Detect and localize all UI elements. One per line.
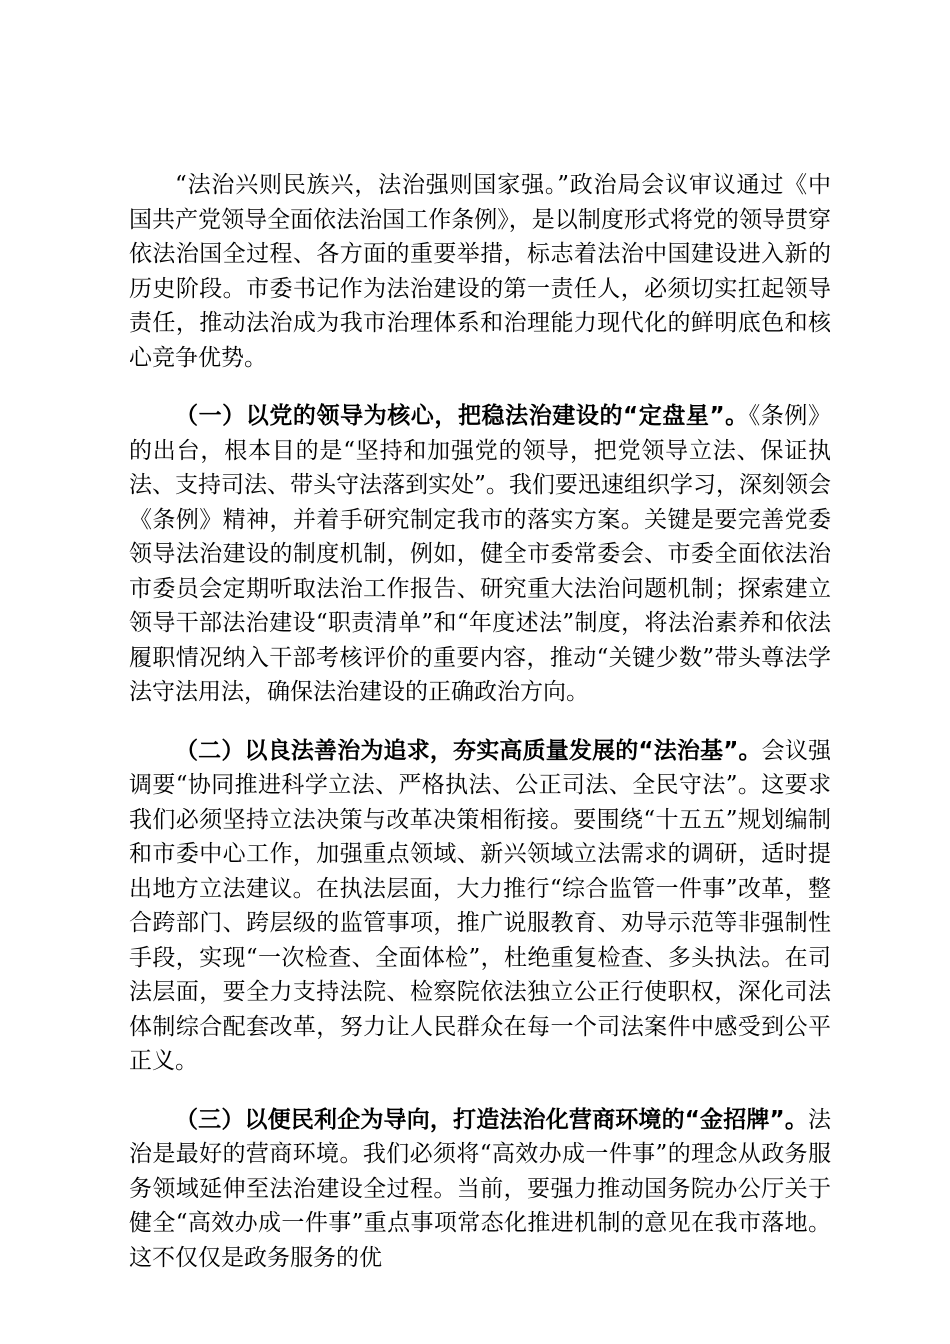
- section-1-body: 《条例》的出台，根本目的是“坚持和加强党的领导，把党领导立法、保证执法、支持司法、带头守法落到实处”。我们要迅速组织学习，深刻领会《条例》精神，并着手研究制定我市的落实方案。关键是要完善党委领导法治建设的制度机制，例如，健全市委常委会、市委全面依法治市委员会定期听取法治工作报告、研究重大法治问题机制；探索建立领导干部法治建设“职责清单”和“年度述法”制度，将法治素养和依法履职情况纳入干部考核评价的重要内容，推动“关键少数”带头尊法学法守法用法，确保法治建设的正确政治方向。: [129, 403, 832, 705]
- section-2-paragraph: [129, 734, 831, 1079]
- section-2-body: 会议强调要“协同推进科学立法、严格执法、公正司法、全民守法”。这要求我们必须坚持立法决策与改革决策相衔接。要围绕“十五五”规划编制和市委中心工作，加强重点领域、新兴领域立法需求的调研，适时提出地方立法建议。在执法层面，大力推行“综合监管一件事”改革，整合跨部门、跨层级的监管事项，推广说服教育、劝导示范等非强制性手段，实现“一次检查、全面体检”，杜绝重复检查、多头执法。在司法层面，要全力支持法院、检察院依法独立公正行使职权，深化司法体制综合配套改革，努力让人民群众在每一个司法案件中感受到公平正义。: [129, 737, 832, 1074]
- document-page: [129, 168, 831, 1299]
- section-1-heading: （一）以党的领导为核心，把稳法治建设的“定盘星”。: [175, 403, 749, 429]
- section-2-heading: （二）以良法善治为追求，夯实高质量发展的“法治基”。: [175, 737, 762, 764]
- section-3-body: 法治是最好的营商环境。我们必须将“高效办成一件事”的理念从政务服务领域延伸至法治建设全过程。当前，要强力推动国务院办公厅关于健全“高效办成一件事”重点事项常态化推进机制的意见在我市落地。这不仅仅是政务服务的优: [129, 1106, 831, 1271]
- intro-paragraph: “法治兴则民族兴，法治强则国家强。”政治局会议审议通过《中国共产党领导全面依法治国工作条例》，是以制度形式将党的领导贯穿依法治国全过程、各方面的重要举措，标志着法治中国建设进入新的历史阶段。市委书记作为法治建设的第一责任人，必须切实扛起领导责任，推动法治成为我市治理体系和治理能力现代化的鲜明底色和核心竞争优势。: [129, 172, 831, 371]
- section-3-paragraph: [129, 1103, 831, 1276]
- section-3-heading: （三）以便民利企为导向，打造法治化营商环境的“金招牌”。: [175, 1106, 808, 1133]
- section-1-paragraph: [129, 399, 831, 710]
